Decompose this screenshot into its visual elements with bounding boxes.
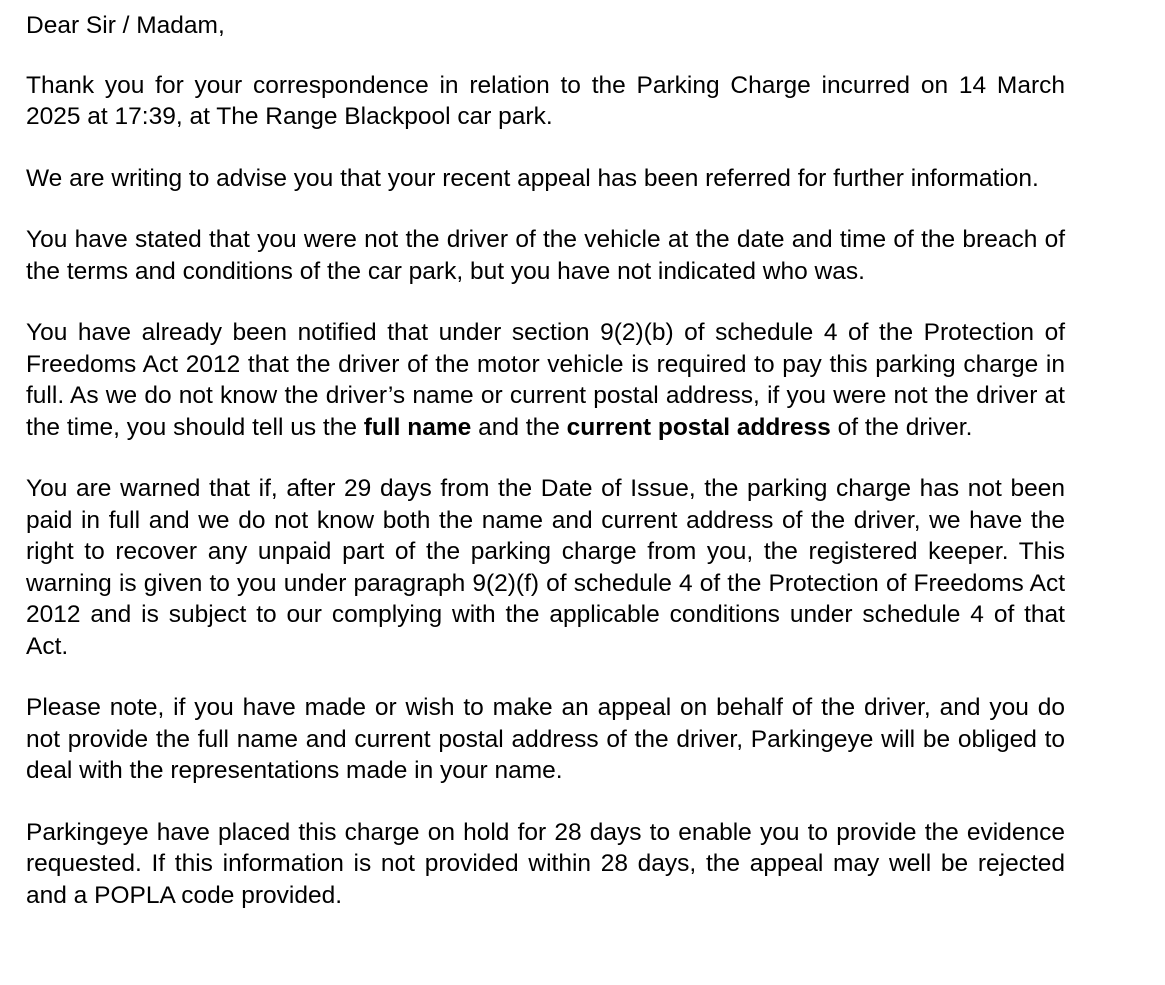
paragraph-text: You have already been notified that under section 9(2)(b) of schedule 4 of the Protection of Freedoms Act 2012 that the driver of the motor vehicle is required to pay this parking charge in full. As we do not know the driver’s name or current postal address, if you were not the driver at the time, you should tell us the — [26, 319, 1065, 441]
emphasis-current-postal-address: current postal address — [566, 413, 831, 441]
paragraph-text: of the driver. — [830, 413, 973, 441]
paragraph-text: and the — [471, 413, 567, 441]
letter-body — [26, 10, 1065, 941]
paragraph-charge-on-hold: Parkingeye have placed this charge on hold for 28 days to enable you to provide the evidence requested. If this information is not provided within 28 days, the appeal may well be rejected and a POPLA code provided. — [26, 818, 1065, 909]
paragraph-driver-statement: You have stated that you were not the driver of the vehicle at the date and time of the breach of the terms and conditions of the car park, but you have not indicated who was. — [26, 226, 1065, 285]
emphasis-full-name: full name — [363, 413, 472, 441]
paragraph-driver-details-request — [26, 317, 1065, 443]
paragraph-appeal-on-behalf: Please note, if you have made or wish to make an appeal on behalf of the driver, and you do not provide the full name and current postal address of the driver, Parkingeye will be obliged to deal with the representations made in your name. — [26, 694, 1065, 784]
paragraph-keeper-warning: You are warned that if, after 29 days from the Date of Issue, the parking charge has not been paid in full and we do not know both the name and current address of the driver, we have the right to recover any unpaid part of the parking charge from you, the registered keeper. This warning is given to you under paragraph 9(2)(f) of schedule 4 of the Protection of Freedoms Act 2012 and is subject to our complying with the applicable conditions under schedule 4 of that Act. — [26, 475, 1065, 660]
paragraph-correspondence: Thank you for your correspondence in relation to the Parking Charge incurred on 14 March 2025 at 17:39, at The Range Blackpool car park. — [26, 71, 1065, 130]
paragraph-appeal-referred: We are writing to advise you that your recent appeal has been referred for further information. — [26, 164, 1039, 192]
salutation: Dear Sir / Madam, — [26, 12, 225, 39]
